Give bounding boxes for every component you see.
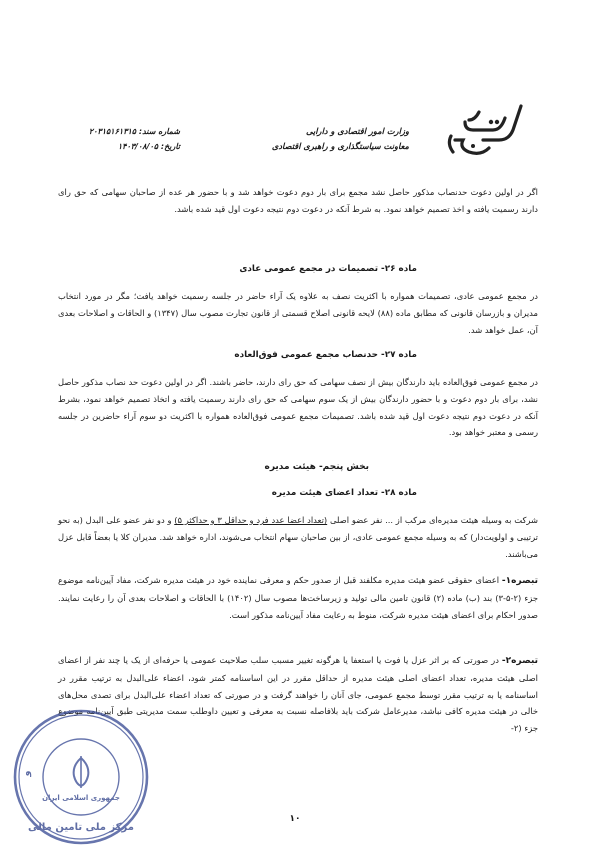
note-2-label: تبصره۲-	[501, 656, 539, 666]
article-26-heading: ماده ۲۶- تصمیمات در مجمع عمومی عادی	[239, 264, 417, 274]
official-stamp	[10, 706, 152, 848]
svg-text:وزارت امور اقتصادی و دارایی -	[10, 706, 32, 778]
ministry-block	[249, 124, 409, 154]
deputy-name: معاونت سیاستگذاری و راهبری اقتصادی	[271, 141, 409, 151]
article-26-text: در مجمع عمومی عادی، تصمیمات همواره با اکثریت نصف به علاوه یک آراء حاضر در جلسه رسمیت خواهد یافت؛ مگر در مورد انتخاب مدیران و بازرسان قانونی که مطابق ماده (۸۸) لایحه قانونی اصلاح قسمتی از قانون تجارت مصوب سال (۱۳۴۷) و الحاقات و اصلاحات بعدی آن، عمل خواهد شد.	[58, 291, 538, 335]
document-meta	[58, 124, 180, 154]
note-1-label: تبصره۱-	[501, 576, 539, 586]
page-number: ۱۰	[289, 814, 301, 824]
number-value: ۲۰۳۱۵۱۶۱۳۱۵	[88, 127, 137, 136]
document-date	[58, 139, 180, 154]
note-1-text: اعضای حقوقی عضو هیئت مدیره مکلفند قبل از صدور حکم و معرفی نماینده خود در هیئت مدیره شرکت، مفاد آیین‌نامه موضوع جزء (۲-۵-۳) بند (ب) ماده (۲) قانون تامین مالی تولید و زیرساخت‌ها مصوب سال (۱۴۰۲) با الحاقات و اصلاحات بعدی آن را رعایت نمایند. صدور احکام برای اعضای هیئت مدیره شرکت، منوط به رعایت مفاد آیین‌نامه مذکور است.	[58, 575, 539, 620]
article-28-text: شرکت به وسیله هیئت مدیره‌ای مرکب از ... نفر عضو اصلی (تعداد اعضا عدد فرد و حداقل ۳ و حداکثر ۵) و دو نفر عضو علی البدل (به نحو ترتیبی و اولویت‌دار) که به وسیله مجمع عمومی عادی، از بین صاحبان سهام انتخاب می‌شوند، اداره خواهد شد. مدیران کلا یا بعضاً قابل عزل می‌باشند.	[58, 515, 539, 559]
date-value: ۱۴۰۳/۰۸/۰۵	[117, 142, 159, 151]
section-5-heading: بخش پنجم- هیئت مدیره	[264, 462, 369, 472]
article-28-heading: ماده ۲۸- تعداد اعضای هیئت مدیره	[271, 488, 417, 498]
article-27-heading: ماده ۲۷- حدنصاب مجمع عمومی فوق‌العاده	[234, 350, 417, 360]
stamp-center-text: جمهوری اسلامی ایران	[42, 794, 120, 802]
date-label: تاریخ:	[160, 142, 180, 151]
note-2-text: در صورتی که بر اثر عزل یا فوت یا استعفا یا هرگونه تغییر مسبب سلب صلاحیت عمومی یا حرفه‌ای از یک یا چند نفر از اعضای اصلی هیئت مدیره، تعداد اعضای اصلی هیئت مدیره از حداقل مقرر در این اساسنامه کمتر شود، اعضاء علی‌البدل به ترتیب مقرر در اساسنامه یا به ترتیب مقرر توسط مجمع عمومی، جای آنان را خواهند گرفت و در صورتی که تعداد اعضاء علی‌البدل برای تصدی محل‌های خالی در هیئت مدیره کافی نباشد، مدیرعامل شرکت باید بلافاصله نسبت به معرفی و تعیین داوطلب سمت مدیریتی طبق آیین‌نامه موضوع جزء (۲-	[58, 655, 538, 734]
article-27-text: در مجمع عمومی فوق‌العاده باید دارندگان بیش از نصف سهامی که حق رای دارند، حاضر باشند. اگر در اولین دعوت حد نصاب مذکور حاصل نشد، برای بار دوم دعوت و با حضور دارندگان بیش از یک سوم سهامی که حق رای دارند رسمیت یافته و اتخاذ تصمیم خواهد نمود، بشرط آنکه در دعوت دوم نتیجه دعوت اول قید شده باشد. تصمیمات مجمع عمومی فوق‌العاده همواره با اکثریت دو سوم آراء حاضرین در جلسه رسمی و معتبر خواهد بود.	[58, 377, 538, 438]
intro-paragraph: اگر در اولین دعوت حدنصاب مذکور حاصل نشد مجمع برای بار دوم دعوت خواهد شد و با حضور هر عده از صاحبان سهامی که حق رای دارند رسمیت یافته و اخذ تصمیم خواهد نمود. به شرط آنکه در دعوت دوم نتیجه دعوت اول قید شده باشد.	[58, 187, 538, 214]
member-count-underlined: (تعداد اعضا عدد فرد و حداقل ۳ و حداکثر ۵)	[174, 515, 328, 525]
note-1	[58, 572, 538, 623]
ministry-name: وزارت امور اقتصادی و دارایی	[306, 126, 409, 136]
document-number	[58, 124, 180, 139]
stamp-ring-text: و	[20, 770, 33, 777]
organization-logo	[443, 100, 529, 162]
number-label: شماره سند:	[138, 127, 180, 136]
emblem-icon	[74, 756, 89, 788]
stamp-bottom-text: مرکز ملی تامین مالی	[28, 822, 134, 833]
